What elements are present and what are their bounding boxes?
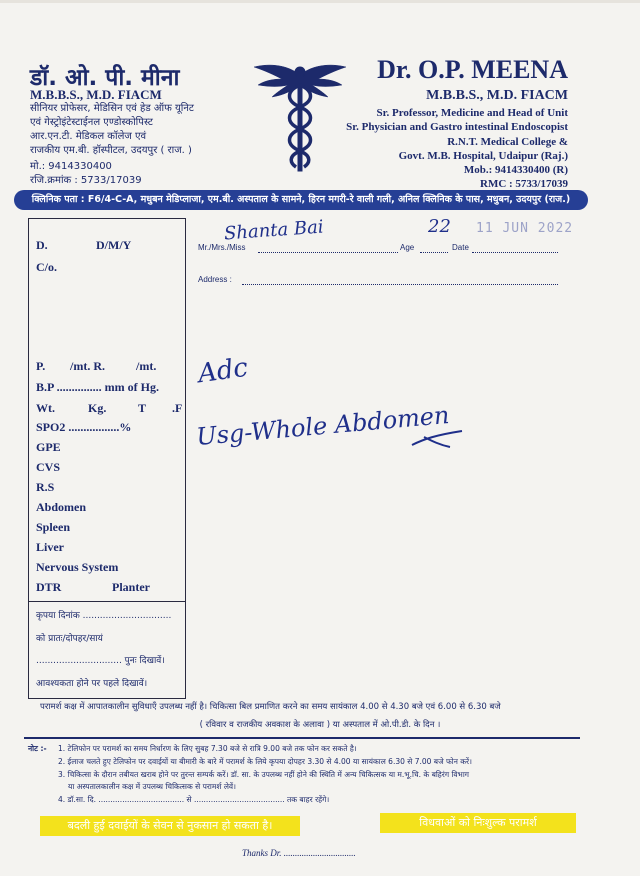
note-3: 3. चिकित्सा के दौरान तबीयत खराब होने पर तुरन्त सम्पर्क करें। डॉ. सा. के उपलब्ध नहीं होने की स्थिति में अन्य चिकित्सक या म.भू.चि. के बहिरंग विभाग [58, 770, 469, 779]
system-cvs: CVS [36, 460, 61, 474]
handwritten-patient-name: Shanta Bai [223, 216, 325, 245]
name-label: Mr./Mrs./Miss [198, 243, 246, 252]
planter-label: Planter [112, 580, 150, 594]
handwritten-line-1: Adc [196, 352, 250, 390]
notes-title: नोट :- [28, 744, 47, 753]
emergency-line-2: ( रविवार व राजकीय अवकाश के अलावा ) या अस्पताल में ओ.पी.डी. के दिन । [199, 720, 441, 730]
system-spleen: Spleen [36, 520, 71, 534]
bp-label: B.P ............... mm of Hg. [36, 380, 159, 394]
english-line-2: Sr. Physician and Gastro intestinal Endoscopist [346, 121, 568, 133]
followup-early: आवश्यकता होने पर पहले दिखावें। [36, 679, 148, 689]
english-line-4: Govt. M.B. Hospital, Udaipur (Raj.) [398, 150, 568, 162]
name-field[interactable] [258, 252, 398, 253]
degree-english: M.B.B.S., M.D. FIACM [426, 88, 568, 103]
degree-hindi-side: M.B.B.S., M.D. FIACM [30, 87, 162, 102]
handwritten-stroke [410, 425, 470, 453]
notes-divider [24, 737, 580, 739]
handwritten-age: 22 [428, 216, 451, 237]
english-line-3: R.N.T. Medical College & [447, 136, 568, 148]
followup-time: को प्रातः/दोपहर/सायं [36, 634, 103, 644]
system-rs: R.S [36, 480, 55, 494]
hindi-line-6: रजि.क्रमांक : 5733/17039 [30, 175, 142, 186]
english-line-1: Sr. Professor, Medicine and Head of Unit [376, 107, 568, 119]
followup-revisit: .............................. पुनः दिखावें। [36, 656, 165, 666]
fahrenheit-label: .F [172, 401, 183, 415]
per-min-label: /mt. [136, 359, 157, 373]
age-field[interactable] [420, 252, 448, 253]
top-edge [0, 0, 640, 3]
note-2: 2. ईलाज चलते हुए टेलिफोन पर दवाईयों या बीमारी के बारे में परामर्श के लिये कृपया दोपहर 3.30 से 4.00 या सायंकाल 6.30 से 7.00 बजे फोन करें। [58, 757, 472, 766]
date-stamp: 11 JUN 2022 [476, 221, 574, 236]
caduceus-icon [252, 55, 348, 175]
system-liver: Liver [36, 540, 64, 554]
d-label: D. [36, 238, 48, 252]
pulse-label: P. [36, 359, 46, 373]
system-gpe: GPE [36, 440, 61, 454]
hindi-line-3: आर.एन.टी. मेडिकल कॉलेज एवं [30, 131, 147, 142]
emergency-line-1: परामर्श कक्ष में आपातकालीन सुविधाएँ उपलब्ध नहीं है। चिकित्सा बिल प्रमाणित करने का समय सायंकाल 4.00 से 4.30 बजे एवं 6.00 से 6.30 बजे [40, 702, 501, 712]
followup-date: कृपया दिनांक ............................... [36, 611, 172, 621]
resp-label: /mt. R. [70, 359, 105, 373]
date-label: Date [452, 243, 469, 252]
note-3-cont: या अस्पतालकालीन कक्ष में उपलब्ध चिकित्सक से परामर्श लेवें। [68, 782, 236, 791]
spo2-label: SPO2 .................% [36, 420, 132, 434]
doctor-name-hindi: डॉ. ओ. पी. मीना [30, 65, 180, 91]
system-nervous: Nervous System [36, 560, 119, 574]
hindi-line-2: एवं गेस्ट्रोइंटेस्टाईनल एण्डोस्कोपिस्ट [30, 117, 153, 128]
hindi-line-4: राजकीय एम.बी. हॉस्पीटल, उदयपुर ( राज. ) [30, 145, 192, 156]
thanks-line: Thanks Dr. ................................ [242, 848, 356, 858]
complaints-label: C/o. [36, 260, 57, 274]
clinic-address-banner: क्लिनिक पता : F6/4-C-A, मधुबन मेडिप्लाजा, एम.बी. अस्पताल के सामने, हिरन मगरी-रे वाली गली, अनिल क्लिनिक के पास, मधुबन, उदयपुर (राज.) [14, 190, 588, 210]
age-label: Age [400, 243, 415, 252]
hindi-line-5: मो.: 9414330400 [30, 161, 112, 172]
handwritten-line-2: Usg-Whole Abdomen [195, 400, 451, 452]
kg-label: Kg. [88, 401, 107, 415]
system-abdomen: Abdomen [36, 500, 87, 514]
hindi-line-1: सीनियर प्रोफेसर, मेडिसिन एवं हेड ऑफ यूनिट [30, 103, 194, 114]
doctor-name-english: Dr. O.P. MEENA [377, 55, 568, 84]
dmy-label: D/M/Y [96, 238, 132, 252]
warning-banner: बदली हुई दवाईयों के सेवन से नुकसान हो सकता है। [40, 816, 300, 836]
note-1: 1. टेलिफोन पर परामर्श का समय निर्धारण के लिए सुबह 7.30 बजे से रात्रि 9.00 बजे तक फोन कर सकते है। [58, 744, 357, 753]
address-label: Address : [198, 275, 232, 284]
note-4: 4. डॉ.सा. दि. .................................... से ...................................... तक बाहर रहेंगे। [58, 795, 330, 804]
date-field[interactable] [472, 252, 558, 253]
address-field[interactable] [242, 284, 558, 285]
english-line-6: RMC : 5733/17039 [480, 178, 568, 190]
temp-label: T [138, 401, 147, 415]
wt-label: Wt. [36, 401, 55, 415]
dtr-label: DTR [36, 580, 62, 594]
free-consult-banner: विधवाओं को निःशुल्क परामर्श [380, 813, 576, 833]
english-line-5: Mob.: 9414330400 (R) [463, 164, 568, 176]
